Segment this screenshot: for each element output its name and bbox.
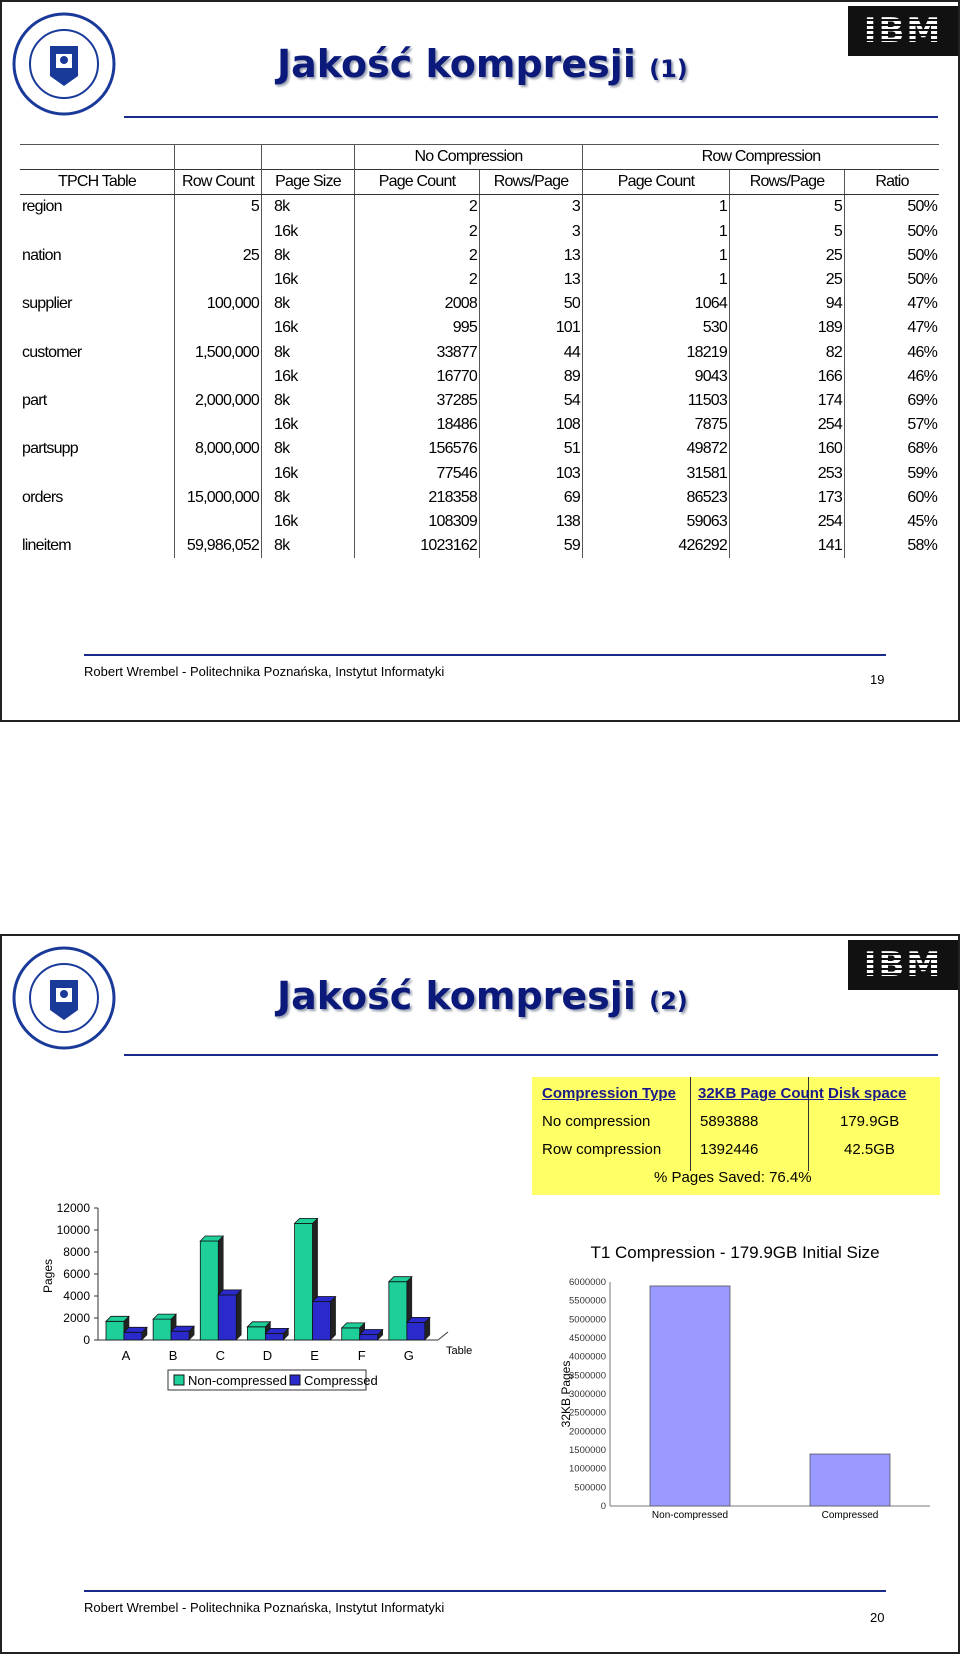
table-cell: 8k [262, 437, 355, 461]
table-cell: 3 [480, 220, 583, 244]
table-cell: 33877 [355, 341, 480, 365]
table-cell: 2 [355, 244, 480, 268]
table-cell: 69 [480, 486, 583, 510]
table-cell: 59% [845, 461, 940, 485]
footer-text: Robert Wrembel - Politechnika Poznańska, Instytut Informatyki [84, 664, 445, 679]
table-cell: supplier [22, 295, 72, 313]
table-cell: 18486 [355, 413, 480, 437]
x-axis-depth [438, 1332, 448, 1340]
table-cell: 2,000,000 [175, 389, 262, 413]
column-header: Page Count [583, 170, 730, 195]
title-divider [124, 1054, 938, 1056]
table-cell [20, 413, 175, 437]
table-cell [175, 365, 262, 389]
table-cell [20, 510, 175, 534]
table-cell: 13 [480, 244, 583, 268]
table-cell: 45% [845, 510, 940, 534]
table-cell: lineitem [22, 537, 71, 555]
pages-by-table-chart [38, 1200, 473, 1480]
table-cell: 3 [480, 195, 583, 220]
table-cell: 5 [730, 220, 845, 244]
table-cell: part [22, 391, 47, 409]
x-axis-label: Table [446, 1345, 473, 1357]
table-cell: 8k [262, 486, 355, 510]
header-page-count: 32KB Page Count [698, 1085, 824, 1102]
bar-non-compressed [106, 1321, 124, 1340]
group-header-row-compression: Row Compression [583, 145, 940, 170]
table-cell: 1,500,000 [175, 341, 262, 365]
slide-title: Jakość kompresji (1) [277, 42, 688, 86]
y-tick-label: 3500000 [569, 1370, 606, 1382]
table-cell: customer [22, 343, 82, 361]
table-cell: 426292 [583, 534, 730, 558]
table-cell: 31581 [583, 461, 730, 485]
bar-compressed [218, 1295, 236, 1340]
table-cell: 108 [480, 413, 583, 437]
ibm-logo: IBM [848, 6, 958, 56]
table-cell [175, 413, 262, 437]
y-axis-label: Pages [41, 1258, 55, 1294]
table-cell: 50% [845, 244, 940, 268]
column-divider [690, 1077, 691, 1171]
table-cell: 173 [730, 486, 845, 510]
chart-title: T1 Compression - 179.9GB Initial Size [590, 1243, 880, 1262]
table-cell: 100,000 [175, 292, 262, 316]
table-row [20, 316, 939, 340]
table-cell: 1064 [583, 292, 730, 316]
table-cell [175, 461, 262, 485]
compression-table [20, 144, 939, 558]
table-row [20, 244, 939, 268]
table-row [20, 365, 939, 389]
table-row [20, 413, 939, 437]
table-cell: 103 [480, 461, 583, 485]
table-cell: 44 [480, 341, 583, 365]
bar-non-compressed [389, 1282, 407, 1340]
title-divider [124, 116, 938, 118]
table-cell: 8k [262, 195, 355, 220]
table-cell: 57% [845, 413, 940, 437]
x-tick-label: Non-compressed [651, 1510, 729, 1521]
y-tick-label: 2000000 [569, 1426, 606, 1438]
y-tick-label: 3000000 [569, 1389, 606, 1400]
table-cell: 2 [355, 268, 480, 292]
table-cell: 189 [730, 316, 845, 340]
column-header: Ratio [845, 170, 940, 195]
table-cell: 58% [845, 534, 940, 558]
x-tick-label: G [403, 1348, 414, 1363]
table-cell: 16k [262, 220, 355, 244]
politechnika-logo-icon [10, 944, 118, 1052]
table-cell: 1 [583, 244, 730, 268]
legend-label: Non-compressed [188, 1373, 287, 1388]
table-cell [175, 510, 262, 534]
y-tick-label: 1500000 [569, 1445, 606, 1456]
table-cell: 11503 [583, 389, 730, 413]
table-cell [20, 461, 175, 485]
bar [650, 1286, 730, 1506]
summary-row-disk: 179.9GB [840, 1113, 900, 1130]
x-tick-label: C [215, 1348, 225, 1363]
table-cell: 1 [583, 268, 730, 292]
summary-row-pages: 1392446 [700, 1141, 759, 1158]
y-tick-label: 5500000 [569, 1295, 606, 1307]
y-tick-label: 10000 [56, 1223, 90, 1237]
table-cell: nation [22, 246, 61, 264]
table-cell: 86523 [583, 486, 730, 510]
table-row [20, 292, 939, 316]
table-cell: 49872 [583, 437, 730, 461]
x-tick-label: Compressed [821, 1510, 879, 1521]
table-cell: region [22, 198, 62, 216]
table-cell: 8k [262, 292, 355, 316]
table-cell: 89 [480, 365, 583, 389]
y-tick-label: 4000000 [569, 1351, 606, 1363]
legend-swatch [290, 1375, 300, 1385]
table-cell: 69% [845, 389, 940, 413]
summary-row-pages: 5893888 [700, 1113, 759, 1130]
x-tick-label: F [357, 1348, 366, 1363]
table-cell: 59 [480, 534, 583, 558]
y-tick-label: 6000 [63, 1267, 90, 1281]
summary-row-type: No compression [542, 1113, 651, 1130]
table-cell: 254 [730, 413, 845, 437]
bar-compressed [265, 1333, 283, 1340]
table-cell: 16k [262, 510, 355, 534]
header-disk-space: Disk space [828, 1085, 907, 1102]
x-tick-label: E [310, 1348, 319, 1363]
table-cell: 16k [262, 461, 355, 485]
legend-label: Compressed [304, 1373, 378, 1388]
table-cell [175, 268, 262, 292]
table-cell: 37285 [355, 389, 480, 413]
table-cell: 5 [730, 195, 845, 220]
table-cell: 16k [262, 268, 355, 292]
table-cell: 25 [730, 244, 845, 268]
table-cell: 54 [480, 389, 583, 413]
table-cell: 59,986,052 [175, 534, 262, 558]
politechnika-logo-icon [10, 10, 118, 118]
group-header-no-compression: No Compression [355, 145, 583, 170]
bar-compressed [171, 1331, 189, 1340]
table-cell: 50% [845, 195, 940, 220]
table-cell: 46% [845, 341, 940, 365]
table-cell: 218358 [355, 486, 480, 510]
table-cell [175, 316, 262, 340]
y-tick-label: 4500000 [569, 1333, 606, 1344]
table-cell: 94 [730, 292, 845, 316]
table-cell: 16k [262, 413, 355, 437]
summary-table [532, 1077, 940, 1195]
table-cell: 1 [583, 195, 730, 220]
table-row [20, 461, 939, 485]
pages-saved-note: % Pages Saved: 76.4% [654, 1169, 812, 1186]
table-cell: 1 [583, 220, 730, 244]
table-cell: 995 [355, 316, 480, 340]
table-cell: 160 [730, 437, 845, 461]
x-tick-label: B [168, 1348, 178, 1363]
y-tick-label: 4000 [63, 1289, 90, 1303]
table-cell: orders [22, 488, 63, 506]
table-cell: 16770 [355, 365, 480, 389]
table-cell: 166 [730, 365, 845, 389]
y-tick-label: 0 [83, 1333, 90, 1347]
table-row [20, 486, 939, 510]
y-axis-label: 32KB Pages [559, 1360, 573, 1428]
table-cell: 16k [262, 316, 355, 340]
table-row [20, 341, 939, 365]
bar-non-compressed [247, 1327, 265, 1340]
table-cell: 25 [175, 244, 262, 268]
table-cell [175, 220, 262, 244]
table-cell: 25 [730, 268, 845, 292]
table-cell: 77546 [355, 461, 480, 485]
bar-side [236, 1290, 241, 1340]
table-cell [20, 268, 175, 292]
table-cell: 1023162 [355, 534, 480, 558]
bar-compressed [124, 1332, 142, 1340]
table-cell: 156576 [355, 437, 480, 461]
table-cell [20, 316, 175, 340]
footer-text: Robert Wrembel - Politechnika Poznańska, Instytut Informatyki [84, 1600, 445, 1615]
column-header: Rows/Page [730, 170, 845, 195]
slide-19 [0, 0, 960, 722]
table-cell [20, 365, 175, 389]
slide-title: Jakość kompresji (2) [277, 974, 688, 1018]
table-cell: 2 [355, 220, 480, 244]
table-row [20, 437, 939, 461]
table-row [20, 195, 939, 220]
table-cell: 2 [355, 195, 480, 220]
table-cell: 8k [262, 244, 355, 268]
x-tick-label: A [121, 1348, 131, 1363]
legend-swatch [174, 1375, 184, 1385]
column-header: Row Count [175, 170, 262, 195]
table-cell: 68% [845, 437, 940, 461]
x-tick-label: D [262, 1348, 273, 1363]
table-cell: 47% [845, 292, 940, 316]
table-cell [20, 220, 175, 244]
table-cell: 5 [175, 195, 262, 220]
bar-compressed [313, 1302, 331, 1341]
table-cell: 9043 [583, 365, 730, 389]
bar-compressed [360, 1335, 378, 1341]
table-cell: 59063 [583, 510, 730, 534]
table-cell: 50% [845, 268, 940, 292]
table-cell: 108309 [355, 510, 480, 534]
y-tick-label: 5000000 [569, 1314, 606, 1326]
column-header: Rows/Page [480, 170, 583, 195]
table-cell: partsupp [22, 440, 78, 458]
y-tick-label: 6000000 [569, 1277, 606, 1288]
table-cell: 15,000,000 [175, 486, 262, 510]
y-tick-label: 2000 [63, 1311, 90, 1325]
bar-side [331, 1297, 336, 1341]
page-number: 19 [870, 672, 885, 687]
bar-non-compressed [295, 1223, 313, 1340]
table-row [20, 389, 939, 413]
table-cell: 253 [730, 461, 845, 485]
bar-non-compressed [342, 1328, 360, 1340]
table-cell: 2008 [355, 292, 480, 316]
table-cell: 46% [845, 365, 940, 389]
bar [810, 1454, 890, 1506]
y-tick-label: 0 [600, 1501, 606, 1512]
summary-row-type: Row compression [542, 1141, 662, 1158]
y-tick-label: 2500000 [569, 1407, 606, 1419]
table-cell: 141 [730, 534, 845, 558]
table-cell: 51 [480, 437, 583, 461]
table-cell: 8k [262, 534, 355, 558]
summary-row-disk: 42.5GB [844, 1141, 895, 1158]
footer-divider [84, 1590, 886, 1592]
table-cell: 47% [845, 316, 940, 340]
table-cell: 530 [583, 316, 730, 340]
column-header: Page Size [262, 170, 355, 195]
table-cell: 101 [480, 316, 583, 340]
table-cell: 8k [262, 389, 355, 413]
y-tick-label: 500000 [574, 1482, 606, 1494]
page-number: 20 [870, 1610, 885, 1625]
table-cell: 8,000,000 [175, 437, 262, 461]
table-cell: 50 [480, 292, 583, 316]
t1-compression-chart [530, 1236, 940, 1526]
y-tick-label: 12000 [56, 1201, 90, 1215]
table-cell: 8k [262, 341, 355, 365]
ibm-logo: IBM [848, 940, 958, 990]
header-compression-type: Compression Type [542, 1085, 676, 1102]
footer-divider [84, 654, 886, 656]
y-tick-label: 8000 [63, 1245, 90, 1259]
table-cell: 60% [845, 486, 940, 510]
table-row [20, 510, 939, 534]
bar-compressed [407, 1322, 425, 1340]
table-cell: 82 [730, 341, 845, 365]
bar-non-compressed [153, 1319, 171, 1340]
table-cell: 18219 [583, 341, 730, 365]
column-header: TPCH Table [20, 170, 175, 195]
table-row [20, 534, 939, 558]
table-cell: 138 [480, 510, 583, 534]
table-cell: 254 [730, 510, 845, 534]
table-cell: 50% [845, 220, 940, 244]
bar-non-compressed [200, 1241, 218, 1340]
y-tick-label: 1000000 [569, 1463, 606, 1475]
table-row [20, 220, 939, 244]
table-row [20, 268, 939, 292]
table-cell: 174 [730, 389, 845, 413]
column-header: Page Count [355, 170, 480, 195]
table-cell: 7875 [583, 413, 730, 437]
table-cell: 16k [262, 365, 355, 389]
table-cell: 13 [480, 268, 583, 292]
